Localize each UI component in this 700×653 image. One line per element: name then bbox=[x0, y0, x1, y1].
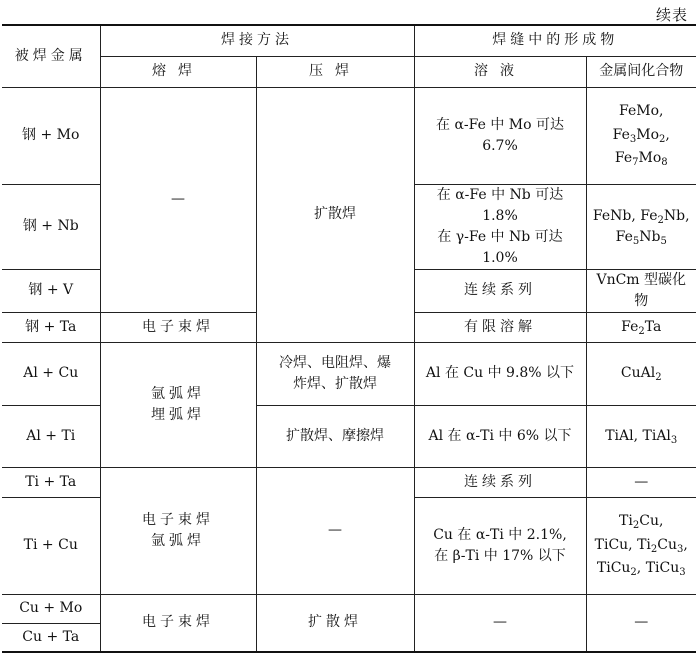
formula: FeNb, $Fe_2Nb$, bbox=[592, 207, 690, 226]
metal-cell: 钢 + Nb bbox=[2, 184, 100, 269]
solution-cell: Al 在 Cu 中 9.8% 以下 bbox=[414, 342, 586, 405]
header-method: 焊接方法 bbox=[100, 25, 414, 56]
solution-cell: Al 在 α-Ti 中 6% 以下 bbox=[414, 405, 586, 467]
header-solution: 溶液 bbox=[414, 56, 586, 87]
pressure-line: 炸焊、扩散焊 bbox=[293, 375, 377, 392]
pressure-cell: 扩散焊 bbox=[256, 594, 414, 652]
solution-cell: — bbox=[414, 594, 586, 652]
metal-cell: Al + Ti bbox=[2, 405, 100, 467]
header-metal: 被焊金属 bbox=[2, 25, 100, 87]
intermetallic-cell: — bbox=[586, 467, 696, 497]
metal-cell: 钢 + V bbox=[2, 269, 100, 312]
header-formed: 焊缝中的形成物 bbox=[414, 25, 696, 56]
pressure-cell: 扩散焊、摩擦焊 bbox=[256, 405, 414, 467]
solution-cell: 在 α-Fe 中 Mo 可达 6.7% bbox=[414, 87, 586, 184]
metal-cell: 钢 + Mo bbox=[2, 87, 100, 184]
pressure-cell bbox=[256, 342, 414, 405]
solution-cell: 连续系列 bbox=[414, 467, 586, 497]
metal-cell: 钢 + Ta bbox=[2, 312, 100, 342]
fusion-line: 氩弧焊 bbox=[151, 532, 205, 549]
header-intermetallic: 金属间化合物 bbox=[586, 56, 696, 87]
formula: $Fe_5Nb_5$ bbox=[615, 228, 667, 247]
solution-line: 在 β-Ti 中 17% 以下 bbox=[434, 547, 566, 564]
formula: $Fe_7Mo_8$ bbox=[614, 150, 668, 169]
header-pressure: 压焊 bbox=[256, 56, 414, 87]
intermetallic-cell bbox=[586, 87, 696, 184]
formula: $Ti_2Cu$, bbox=[619, 512, 664, 531]
pressure-line: 冷焊、电阻焊、爆 bbox=[279, 354, 391, 371]
solution-cell bbox=[414, 497, 586, 594]
fusion-cell bbox=[100, 342, 256, 467]
welding-table bbox=[2, 24, 696, 653]
formula: $Fe_3Mo_2$, bbox=[612, 126, 670, 145]
pressure-cell: — bbox=[256, 467, 414, 594]
metal-cell: Cu + Ta bbox=[2, 623, 100, 652]
intermetallic-cell: TiAl, TiAl$_3$ bbox=[586, 405, 696, 467]
metal-cell: Ti + Ta bbox=[2, 467, 100, 497]
fusion-cell: 电子束焊 bbox=[100, 312, 256, 342]
intermetallic-cell: — bbox=[586, 594, 696, 652]
metal-cell: Ti + Cu bbox=[2, 497, 100, 594]
table-caption: 续表 bbox=[655, 6, 688, 24]
header-row-2 bbox=[2, 56, 696, 87]
intermetallic-cell bbox=[586, 184, 696, 269]
intermetallic-cell: $Fe_2Ta$ bbox=[586, 312, 696, 342]
fusion-line: 电子束焊 bbox=[142, 511, 214, 528]
table-row bbox=[2, 594, 696, 623]
intermetallic-cell: CuAl$_2$ bbox=[586, 342, 696, 405]
formula: FeMo, bbox=[619, 102, 664, 119]
header-row-1 bbox=[2, 25, 696, 56]
solution-cell: 连续系列 bbox=[414, 269, 586, 312]
pressure-cell: 扩散焊 bbox=[256, 87, 414, 342]
fusion-cell bbox=[100, 467, 256, 594]
solution-line: 在 γ-Fe 中 Nb 可达 1.0% bbox=[437, 228, 563, 266]
metal-cell: Al + Cu bbox=[2, 342, 100, 405]
fusion-cell: — bbox=[100, 87, 256, 312]
fusion-cell: 电子束焊 bbox=[100, 594, 256, 652]
solution-cell: 有限溶解 bbox=[414, 312, 586, 342]
solution-line: Cu 在 α-Ti 中 2.1%, bbox=[433, 526, 567, 543]
table-row bbox=[2, 342, 696, 405]
metal-cell: Cu + Mo bbox=[2, 594, 100, 623]
intermetallic-cell bbox=[586, 497, 696, 594]
fusion-line: 埋弧焊 bbox=[151, 406, 205, 423]
formula: TiCu$_2$, TiCu$_3$ bbox=[596, 560, 686, 579]
intermetallic-cell: VnCm 型碳化物 bbox=[586, 269, 696, 312]
table-row bbox=[2, 467, 696, 497]
formula: TiCu, $Ti_2Cu_3$, bbox=[594, 536, 688, 555]
solution-cell bbox=[414, 184, 586, 269]
table-row bbox=[2, 87, 696, 184]
header-fusion: 熔焊 bbox=[100, 56, 256, 87]
fusion-line: 氩弧焊 bbox=[151, 385, 205, 402]
solution-line: 在 α-Fe 中 Nb 可达 1.8% bbox=[436, 186, 564, 224]
